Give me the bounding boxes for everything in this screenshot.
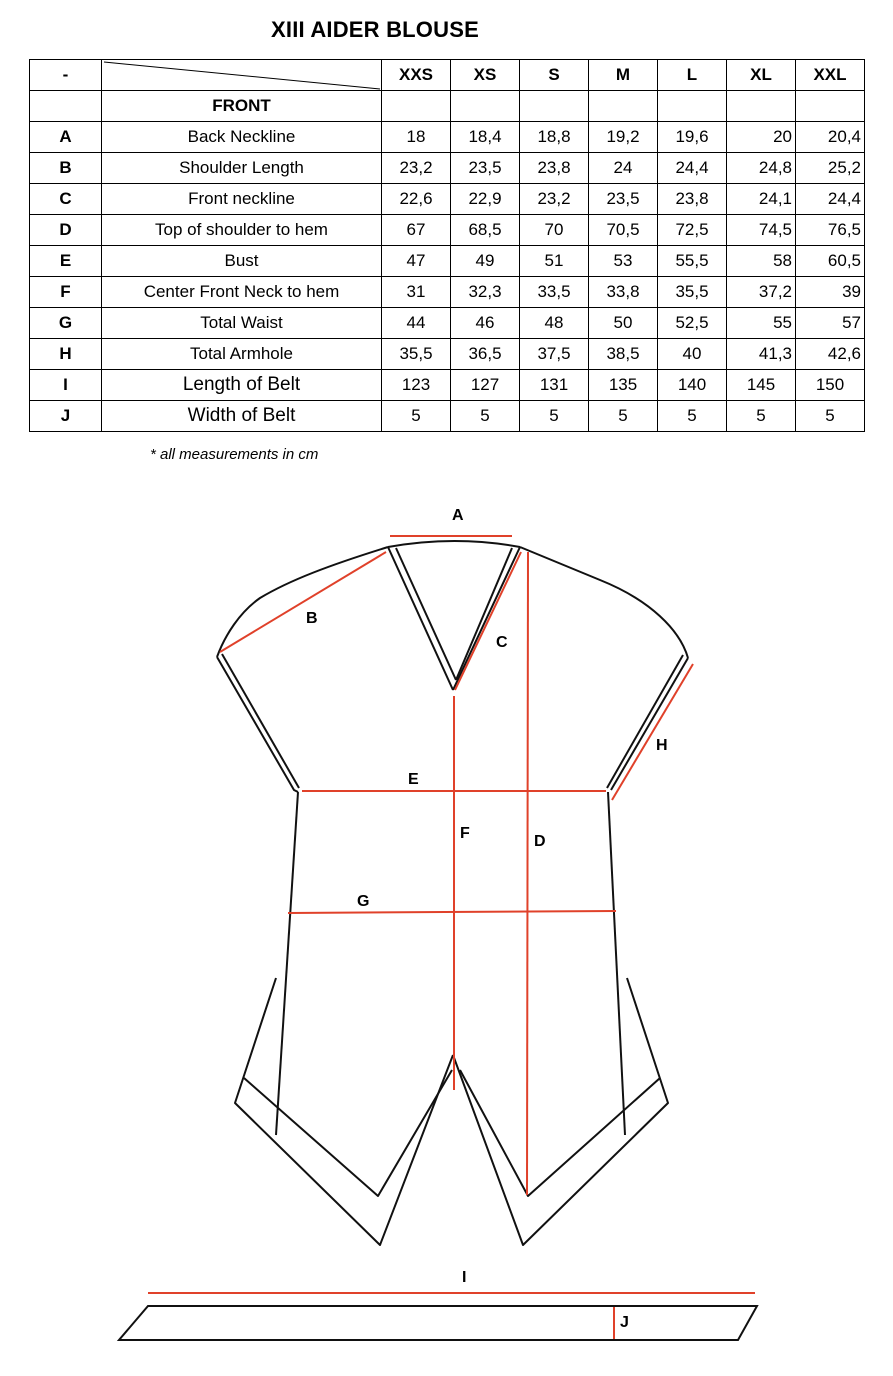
measurement-cell: 25,2	[796, 153, 865, 184]
measurement-cell: 37,5	[520, 339, 589, 370]
label-b: B	[306, 610, 318, 627]
measurement-cell: 20	[727, 122, 796, 153]
measurement-cell: 55	[727, 308, 796, 339]
measurement-cell: 70,5	[589, 215, 658, 246]
measurement-cell: 52,5	[658, 308, 727, 339]
measurement-cell: 38,5	[589, 339, 658, 370]
row-code: G	[30, 308, 102, 339]
measurement-cell: 68,5	[451, 215, 520, 246]
measurement-cell: 22,6	[382, 184, 451, 215]
measurement-cell: 127	[451, 370, 520, 401]
label-a: A	[452, 507, 464, 524]
measurement-cell: 57	[796, 308, 865, 339]
measurement-cell: 70	[520, 215, 589, 246]
measurement-cell: 5	[589, 401, 658, 432]
measurement-cell: 145	[727, 370, 796, 401]
measurement-cell: 5	[727, 401, 796, 432]
measurement-cell: 123	[382, 370, 451, 401]
measurement-cell: 150	[796, 370, 865, 401]
back-neckline-curve	[388, 541, 520, 547]
measurement-cell: 72,5	[658, 215, 727, 246]
measure-c	[455, 552, 521, 690]
measurement-cell: 47	[382, 246, 451, 277]
measurement-cell: 24,1	[727, 184, 796, 215]
measurement-cell: 50	[589, 308, 658, 339]
size-header: M	[589, 60, 658, 91]
measurement-cell: 23,2	[520, 184, 589, 215]
measurement-cell: 33,5	[520, 277, 589, 308]
measurement-cell: 58	[727, 246, 796, 277]
measurement-cell: 39	[796, 277, 865, 308]
row-code: B	[30, 153, 102, 184]
measurement-cell: 5	[451, 401, 520, 432]
measurement-cell: 31	[382, 277, 451, 308]
measurement-cell: 23,8	[658, 184, 727, 215]
label-f: F	[460, 825, 470, 842]
measurement-cell: 5	[382, 401, 451, 432]
measurement-cell: 24	[589, 153, 658, 184]
measure-b	[220, 552, 386, 652]
row-code: J	[30, 401, 102, 432]
measurement-cell: 44	[382, 308, 451, 339]
measurement-cell: 74,5	[727, 215, 796, 246]
measurement-cell: 131	[520, 370, 589, 401]
measurement-cell: 24,4	[796, 184, 865, 215]
measurement-cell: 24,8	[727, 153, 796, 184]
measurement-note: * all measurements in cm	[150, 446, 319, 463]
row-label: Length of Belt	[102, 370, 382, 401]
measure-g	[288, 911, 616, 913]
row-label: Front neckline	[102, 184, 382, 215]
row-code: E	[30, 246, 102, 277]
size-header: L	[658, 60, 727, 91]
measure-h	[612, 664, 693, 800]
measurement-cell: 20,4	[796, 122, 865, 153]
row-label: Total Waist	[102, 308, 382, 339]
measurement-cell: 18	[382, 122, 451, 153]
row-code: I	[30, 370, 102, 401]
measurement-cell: 55,5	[658, 246, 727, 277]
measurement-cell: 49	[451, 246, 520, 277]
measurement-cell: 140	[658, 370, 727, 401]
row-code: C	[30, 184, 102, 215]
size-header: XL	[727, 60, 796, 91]
size-header: S	[520, 60, 589, 91]
measurement-cell: 32,3	[451, 277, 520, 308]
row-code: H	[30, 339, 102, 370]
label-i: I	[462, 1269, 467, 1286]
row-label: Bust	[102, 246, 382, 277]
row-label: Shoulder Length	[102, 153, 382, 184]
measurement-cell: 5	[658, 401, 727, 432]
measurement-cell: 40	[658, 339, 727, 370]
measurement-cell: 18,4	[451, 122, 520, 153]
measurement-cell: 53	[589, 246, 658, 277]
measurement-cell: 5	[796, 401, 865, 432]
left-flap	[235, 978, 453, 1245]
row-label: Back Neckline	[102, 122, 382, 153]
label-c: C	[496, 634, 508, 651]
label-g: G	[357, 893, 370, 910]
measurement-cell: 35,5	[382, 339, 451, 370]
size-header: XXL	[796, 60, 865, 91]
measurement-cell: 22,9	[451, 184, 520, 215]
row-code: A	[30, 122, 102, 153]
measurement-cell: 33,8	[589, 277, 658, 308]
left-neck-band	[388, 547, 453, 690]
measurement-cell: 23,8	[520, 153, 589, 184]
row-label: Total Armhole	[102, 339, 382, 370]
section-label: FRONT	[102, 91, 382, 122]
left-sleeve-band	[217, 657, 298, 792]
corner-cell: -	[30, 60, 102, 91]
measurement-cell: 5	[520, 401, 589, 432]
right-flap	[453, 978, 668, 1245]
measurement-cell: 48	[520, 308, 589, 339]
measurement-cell: 60,5	[796, 246, 865, 277]
measurement-cell: 76,5	[796, 215, 865, 246]
row-label: Width of Belt	[102, 401, 382, 432]
measurement-cell: 23,5	[589, 184, 658, 215]
measurement-cell: 42,6	[796, 339, 865, 370]
measurement-cell: 67	[382, 215, 451, 246]
row-code: F	[30, 277, 102, 308]
measurement-cell: 19,6	[658, 122, 727, 153]
measurement-cell: 36,5	[451, 339, 520, 370]
measure-d	[527, 552, 528, 1195]
row-label: Center Front Neck to hem	[102, 277, 382, 308]
size-header: XS	[451, 60, 520, 91]
measurement-cell: 37,2	[727, 277, 796, 308]
measurement-cell: 23,2	[382, 153, 451, 184]
label-h: H	[656, 737, 668, 754]
left-side	[276, 792, 298, 1135]
measurement-cell: 18,8	[520, 122, 589, 153]
measurement-cell: 24,4	[658, 153, 727, 184]
label-j: J	[620, 1314, 629, 1331]
right-shoulder-curve	[520, 547, 688, 658]
measurement-cell: 135	[589, 370, 658, 401]
label-d: D	[534, 833, 546, 850]
measurement-cell: 19,2	[589, 122, 658, 153]
belt-outline	[119, 1306, 757, 1340]
measurement-cell: 23,5	[451, 153, 520, 184]
measurement-cell: 46	[451, 308, 520, 339]
row-label: Top of shoulder to hem	[102, 215, 382, 246]
row-code: D	[30, 215, 102, 246]
size-header: XXS	[382, 60, 451, 91]
right-sleeve-band	[611, 658, 688, 790]
measurement-cell: 41,3	[727, 339, 796, 370]
measurement-cell: 51	[520, 246, 589, 277]
measurement-cell: 35,5	[658, 277, 727, 308]
chart-title: XIII AIDER BLOUSE	[271, 17, 479, 42]
right-side	[608, 792, 625, 1135]
label-e: E	[408, 771, 419, 788]
right-neck-band	[453, 547, 520, 690]
